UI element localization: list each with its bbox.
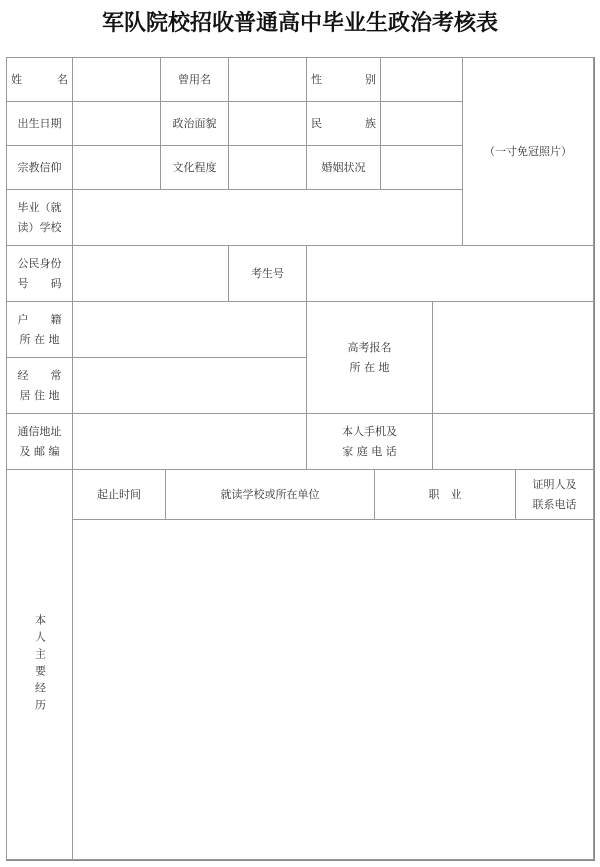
label-id-number: 公民身份 号 码 — [6, 245, 73, 302]
education-field[interactable] — [228, 145, 307, 190]
label-exam-location: 高考报名 所 在 地 — [306, 301, 433, 414]
id-number-field[interactable] — [72, 245, 229, 302]
ethnicity-field[interactable] — [380, 101, 463, 146]
label-name — [6, 57, 73, 102]
label-experience — [6, 469, 73, 860]
label-phone: 本人手机及 家 庭 电 话 — [306, 413, 433, 470]
birth-date-field[interactable] — [72, 101, 161, 146]
label-gender — [306, 57, 381, 102]
label-school: 毕业（就 读）学校 — [6, 189, 73, 246]
label-household: 户 籍 所 在 地 — [6, 301, 73, 358]
label-text: 民 族 — [311, 116, 376, 130]
household-field[interactable] — [72, 301, 307, 358]
label-ethnicity — [306, 101, 381, 146]
label-religion: 宗教信仰 — [6, 145, 73, 190]
header-period: 起止时间 — [72, 469, 166, 520]
photo-box[interactable]: （一寸免冠照片） — [462, 57, 594, 246]
exam-location-field[interactable] — [432, 301, 594, 414]
gender-field[interactable] — [380, 57, 463, 102]
religion-field[interactable] — [72, 145, 161, 190]
form-title: 军队院校招收普通高中毕业生政治考核表 — [101, 10, 498, 36]
name-field[interactable] — [72, 57, 161, 102]
mail-address-field[interactable] — [72, 413, 307, 470]
label-residence: 经 常 居 住 地 — [6, 357, 73, 414]
header-witness: 证明人及 联系电话 — [515, 469, 594, 520]
marital-status-field[interactable] — [380, 145, 463, 190]
label-text: 本人主要经历 — [33, 613, 47, 716]
residence-field[interactable] — [72, 357, 307, 414]
political-status-field[interactable] — [228, 101, 307, 146]
header-school-unit: 就读学校或所在单位 — [165, 469, 375, 520]
former-name-field[interactable] — [228, 57, 307, 102]
label-exam-number: 考生号 — [228, 245, 307, 302]
phone-field[interactable] — [432, 413, 594, 470]
label-text: 性 别 — [311, 72, 376, 86]
label-mail-address: 通信地址 及 邮 编 — [6, 413, 73, 470]
header-occupation: 职 业 — [374, 469, 516, 520]
exam-number-field[interactable] — [306, 245, 594, 302]
label-political-status: 政治面貌 — [160, 101, 229, 146]
label-birth-date: 出生日期 — [6, 101, 73, 146]
label-education: 文化程度 — [160, 145, 229, 190]
school-field[interactable] — [72, 189, 463, 246]
label-marital-status: 婚姻状况 — [306, 145, 381, 190]
label-former-name: 曾用名 — [160, 57, 229, 102]
label-text: 姓 名 — [11, 72, 68, 86]
experience-field[interactable] — [72, 519, 594, 860]
